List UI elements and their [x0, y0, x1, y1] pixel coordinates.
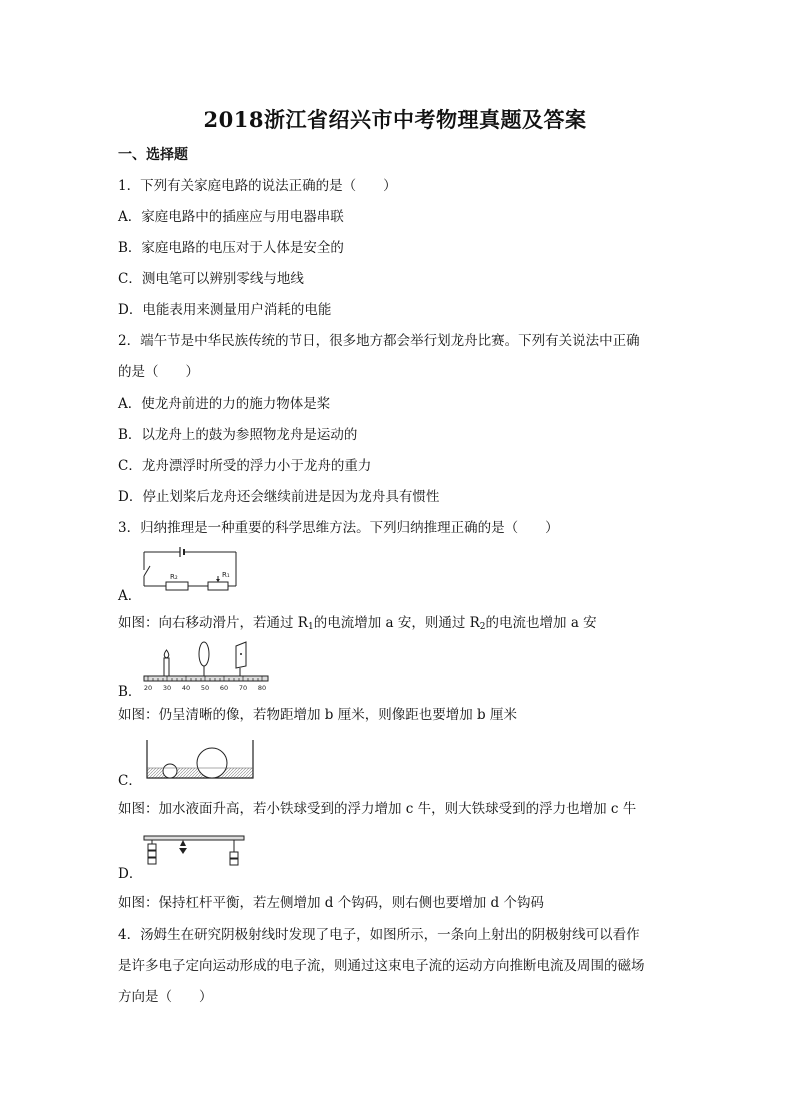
q3-a-sub1: 1 — [307, 622, 314, 632]
q2-option-a: A．使龙舟前进的力的施力物体是桨 — [118, 396, 331, 412]
q3-option-d-text: 如图：保持杠杆平衡，若左侧增加 d 个钩码，则右侧也要增加 d 个钩码 — [118, 895, 544, 911]
q3-a-text-post: 的电流也增加 a 安 — [485, 615, 597, 631]
q3-a-sub2: 2 — [479, 622, 486, 632]
q2-option-b: B．以龙舟上的鼓为参照物龙舟是运动的 — [118, 427, 358, 443]
bench-tick-label: 20 — [143, 684, 153, 692]
q3-option-a-label: A． — [118, 588, 142, 604]
q3-a-text-pre: 如图：向右移动滑片，若通过 R — [118, 615, 308, 631]
q3-a-text-mid: 的电流增加 a 安，则通过 R — [313, 615, 480, 631]
q2-option-c: C．龙舟漂浮时所受的浮力小于龙舟的重力 — [118, 458, 372, 474]
beaker-diagram — [144, 738, 256, 782]
q3-option-a-text — [118, 614, 597, 636]
bench-tick-label: 50 — [200, 684, 210, 692]
q3-option-c-text: 如图：加水液面升高，若小铁球受到的浮力增加 c 牛，则大铁球受到的浮力也增加 c 牛 — [118, 801, 637, 817]
document-title: 2018浙江省绍兴市中考物理真题及答案 — [203, 107, 587, 132]
optical-bench-svg — [140, 638, 272, 694]
q1-stem: 1．下列有关家庭电路的说法正确的是（ ） — [118, 178, 397, 194]
q3-option-b-label: B． — [118, 684, 142, 700]
q3-stem: 3．归纳推理是一种重要的科学思维方法。下列归纳推理正确的是（ ） — [118, 520, 559, 536]
q4-stem-line1: 4．汤姆生在研究阴极射线时发现了电子，如图所示，一条向上射出的阴极射线可以看作 — [118, 927, 640, 943]
bench-tick-label: 60 — [219, 684, 229, 692]
resistor-r2-label: R₂ — [170, 573, 178, 581]
q4-stem-line2: 是许多电子定向运动形成的电子流，则通过这束电子流的运动方向推断电流及周围的磁场 — [118, 958, 645, 974]
q3-option-d-label: D． — [118, 866, 143, 882]
circuit-diagram — [140, 546, 240, 592]
q1-option-b: B．家庭电路的电压对于人体是安全的 — [118, 240, 344, 256]
q3-option-c-label: C． — [118, 773, 142, 789]
bench-tick-label: 30 — [162, 684, 172, 692]
bench-tick-label: 40 — [181, 684, 191, 692]
q2-stem-line1: 2．端午节是中华民族传统的节日，很多地方都会举行划龙舟比赛。下列有关说法中正确 — [118, 333, 640, 349]
bench-tick-label: 70 — [238, 684, 248, 692]
resistor-r1-label: R₁ — [222, 571, 230, 579]
lever-svg — [140, 832, 248, 872]
q4-stem-line3: 方向是（ ） — [118, 989, 213, 1005]
beaker-svg — [144, 738, 256, 782]
q1-option-d: D．电能表用来测量用户消耗的电能 — [118, 302, 332, 318]
q3-option-b-text: 如图：仍呈清晰的像，若物距增加 b 厘米，则像距也要增加 b 厘米 — [118, 707, 517, 723]
bench-tick-label: 80 — [257, 684, 267, 692]
optical-bench-diagram — [140, 638, 272, 694]
section-heading: 一、选择题 — [118, 147, 188, 163]
q1-option-c: C．测电笔可以辨别零线与地线 — [118, 271, 304, 287]
q1-option-a: A．家庭电路中的插座应与用电器串联 — [118, 209, 344, 225]
q2-stem-line2: 的是（ ） — [118, 364, 199, 380]
circuit-svg — [140, 546, 240, 592]
lever-diagram — [140, 832, 248, 872]
q2-option-d: D．停止划桨后龙舟还会继续前进是因为龙舟具有惯性 — [118, 489, 440, 505]
